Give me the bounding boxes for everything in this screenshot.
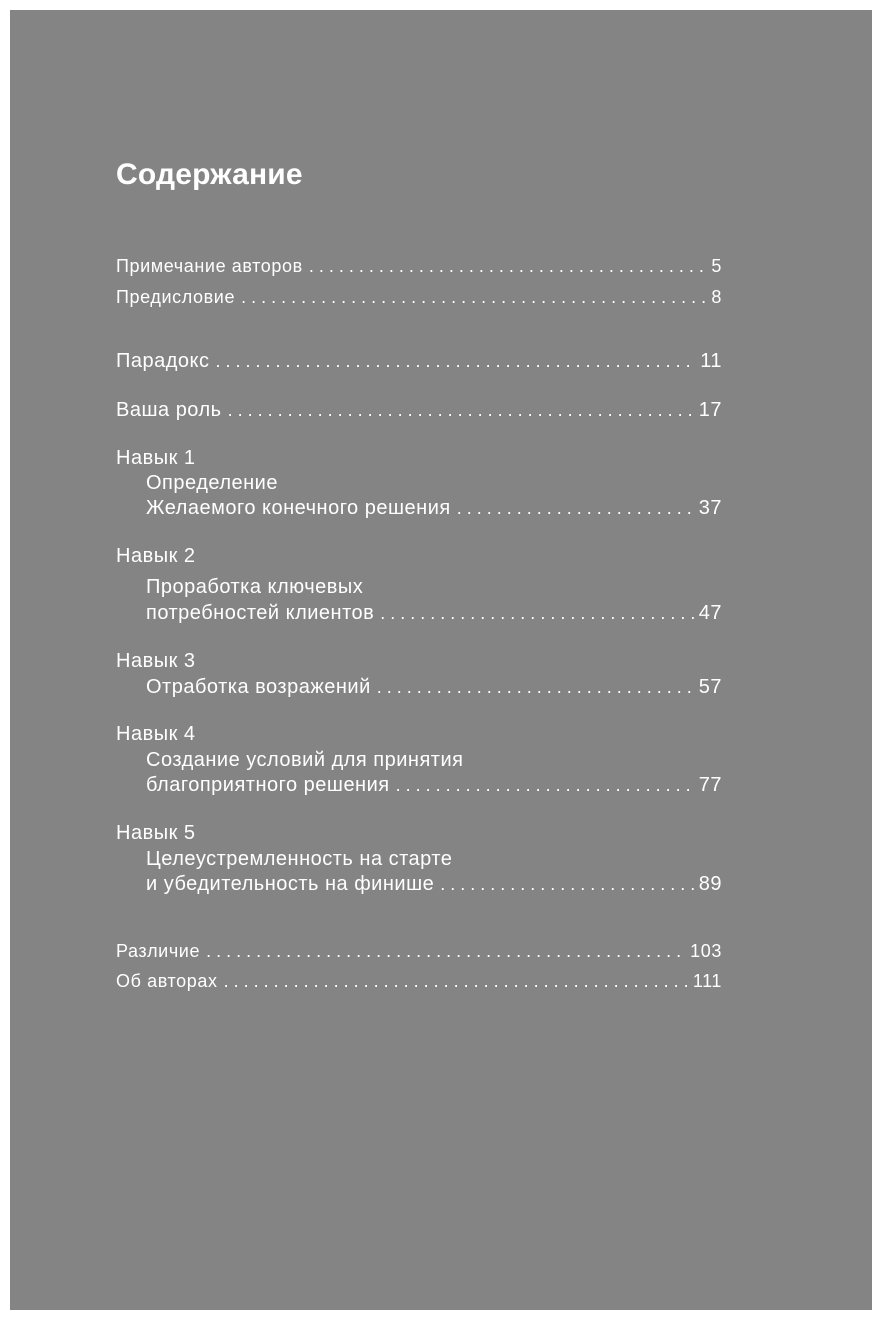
skill-4-title-line: Создание условий для принятия: [146, 749, 464, 771]
dot-leader: [309, 253, 708, 279]
skill-4-heading: Навык 4: [116, 723, 196, 745]
page-title: Содержание: [116, 158, 303, 191]
toc-entry-your-role[interactable]: [116, 397, 722, 423]
dot-leader: [396, 772, 695, 798]
toc-entry-label: Примечание авторов: [116, 256, 303, 276]
dot-leader: [216, 348, 697, 374]
skill-2-title-line: Проработка ключевых: [146, 576, 364, 598]
toc-page-number: 17: [698, 399, 722, 421]
toc-entry-skill-4[interactable]: [146, 772, 722, 798]
toc-entry-label: Предисловие: [116, 287, 236, 307]
toc-entry-skill-2[interactable]: [146, 600, 722, 626]
toc-entry-label: Ваша роль: [116, 399, 222, 421]
dot-leader: [241, 284, 707, 310]
toc-entry-label: Желаемого конечного решения: [146, 497, 451, 519]
dot-leader: [457, 495, 695, 521]
toc-page-number: 5: [711, 256, 722, 276]
toc-entry-label: Об авторах: [116, 971, 218, 991]
toc-page-number: 89: [698, 873, 722, 895]
toc-entry-skill-5[interactable]: [146, 871, 722, 897]
skill-5-heading: Навык 5: [116, 822, 196, 844]
toc-page-number: 111: [692, 971, 722, 991]
toc-entry-about-authors[interactable]: [116, 968, 722, 994]
toc-entry-preface[interactable]: [116, 284, 722, 310]
toc-entry-paradox[interactable]: [116, 348, 722, 374]
dot-leader: [440, 871, 695, 897]
toc-entry-label: потребностей клиентов: [146, 602, 375, 624]
toc-page-number: 77: [698, 774, 722, 796]
toc-page-number: 37: [698, 497, 722, 519]
toc-page-number: 103: [690, 941, 722, 961]
skill-2-heading: Навык 2: [116, 545, 196, 567]
toc-page-number: 11: [700, 350, 722, 372]
skill-1-heading: Навык 1: [116, 447, 196, 469]
skill-1-title-line: Определение: [146, 472, 278, 494]
toc-page-number: 57: [698, 676, 722, 698]
toc-page-number: 47: [698, 602, 722, 624]
toc-entry-label: и убедительность на финише: [146, 873, 435, 895]
toc-page-number: 8: [711, 287, 722, 307]
skill-5-title-line: Целеустремленность на старте: [146, 848, 453, 870]
dot-leader: [377, 674, 695, 700]
toc-entry-difference[interactable]: [116, 938, 722, 964]
skill-3-heading: Навык 3: [116, 650, 196, 672]
toc-entry-label: благоприятного решения: [146, 774, 390, 796]
toc-entry-label: Различие: [116, 941, 201, 961]
toc-entry-authors-note[interactable]: [116, 253, 722, 279]
toc-entry-label: Парадокс: [116, 350, 210, 372]
toc-entry-skill-3[interactable]: [146, 674, 722, 700]
toc-entry-skill-1[interactable]: [146, 495, 722, 521]
dot-leader: [224, 968, 689, 994]
toc-entry-label: Отработка возражений: [146, 676, 371, 698]
dot-leader: [206, 938, 686, 964]
dot-leader: [380, 600, 694, 626]
dot-leader: [228, 397, 695, 423]
book-page: [10, 10, 872, 1310]
